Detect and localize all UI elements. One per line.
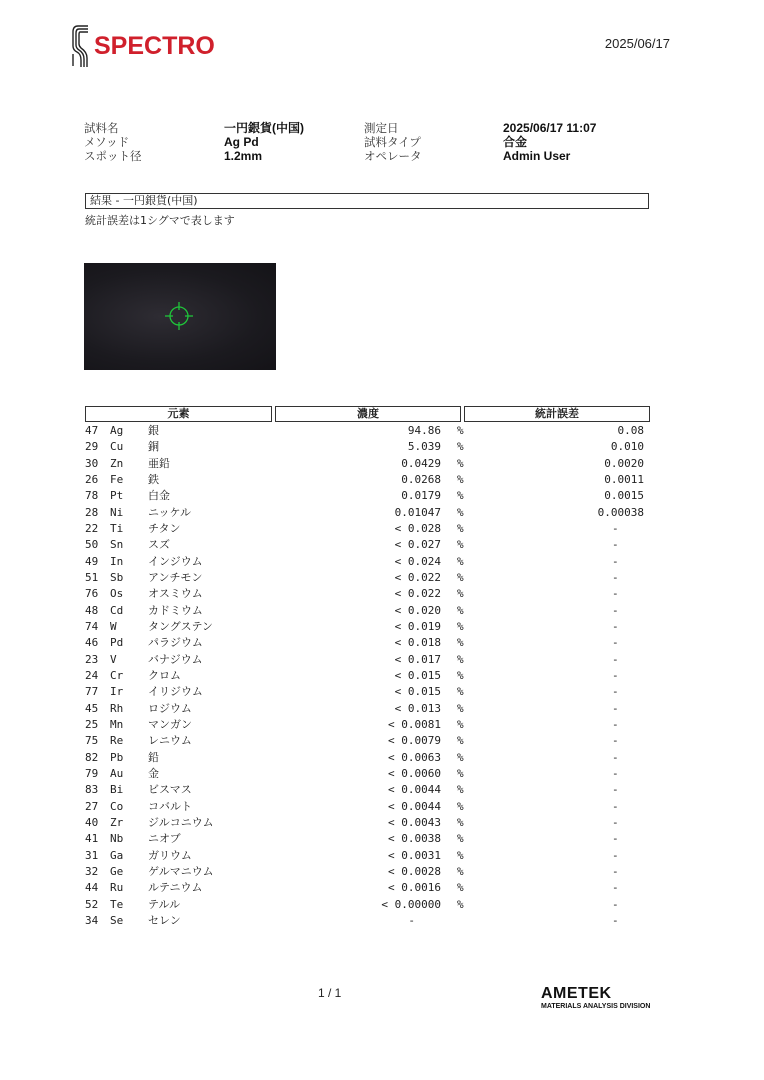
concentration: < 0.0079 [388, 734, 441, 748]
statistical-error: - [612, 636, 619, 650]
unit: % [457, 815, 464, 829]
concentration: < 0.024 [394, 554, 441, 568]
statistical-error: - [612, 717, 619, 731]
atomic-number: 48 [85, 603, 99, 617]
element-name: スズ [148, 538, 170, 552]
table-row [85, 717, 655, 733]
unit: % [457, 424, 464, 437]
statistical-error: 0.0011 [604, 472, 644, 486]
table-row [85, 505, 655, 521]
element-name: ルテニウム [148, 881, 203, 895]
element-name: レニウム [148, 734, 192, 748]
sample-name-label: 試料名 [84, 121, 119, 135]
element-symbol: Ti [110, 521, 124, 535]
table-row [85, 684, 655, 700]
table-row [85, 750, 655, 766]
statistical-error: 0.0020 [604, 456, 644, 470]
atomic-number: 23 [85, 652, 99, 666]
statistical-error: - [612, 799, 619, 813]
table-row [85, 864, 655, 880]
element-symbol: Zn [110, 456, 124, 470]
statistical-error: - [612, 832, 619, 846]
concentration: < 0.013 [394, 701, 441, 715]
concentration: < 0.015 [394, 685, 441, 699]
element-symbol: Ir [110, 685, 124, 699]
element-symbol: Bi [110, 783, 124, 797]
statistical-error: - [612, 897, 619, 911]
sigma-note: 統計誤差は1シグマで表します [85, 214, 235, 227]
table-row [85, 782, 655, 798]
unit: % [457, 619, 464, 633]
table-row [85, 766, 655, 782]
element-name: ジルコニウム [148, 815, 214, 829]
element-symbol: Nb [110, 832, 124, 846]
atomic-number: 49 [85, 554, 99, 568]
statistical-error: - [612, 538, 619, 552]
statistical-error: - [612, 766, 619, 780]
unit: % [457, 848, 464, 862]
element-symbol: Ru [110, 881, 124, 895]
concentration: < 0.0016 [388, 881, 441, 895]
unit: % [457, 668, 464, 682]
element-name: ガリウム [148, 848, 192, 862]
measured-date: 2025/06/17 11:07 [503, 121, 597, 135]
element-name: バナジウム [148, 652, 203, 666]
element-symbol: Sn [110, 538, 124, 552]
unit: % [457, 456, 464, 470]
element-name: イリジウム [148, 685, 203, 699]
statistical-error: - [612, 815, 619, 829]
unit: % [457, 505, 464, 519]
concentration: 0.0429 [401, 456, 441, 470]
meta-labels-right [364, 121, 422, 163]
ametek-brand: AMETEK [541, 985, 612, 1002]
element-symbol: V [110, 652, 117, 666]
unit: % [457, 832, 464, 846]
element-symbol: W [110, 619, 117, 633]
table-row [85, 537, 655, 553]
unit: % [457, 603, 464, 617]
atomic-number: 22 [85, 521, 99, 535]
method-label: メソッド [84, 135, 130, 149]
element-name: 鉛 [148, 750, 159, 764]
element-name: タングステン [148, 619, 213, 633]
atomic-number: 30 [85, 456, 99, 470]
table-row [85, 880, 655, 896]
unit: % [457, 717, 464, 731]
element-name: オスミウム [148, 587, 203, 601]
statistical-error: 0.00038 [597, 505, 644, 519]
unit: % [457, 734, 464, 748]
atomic-number: 50 [85, 538, 99, 552]
atomic-number: 24 [85, 668, 99, 682]
element-symbol: Re [110, 734, 124, 748]
spot-size: 1.2mm [224, 149, 263, 163]
element-symbol: Rh [110, 701, 124, 715]
table-row [85, 701, 655, 717]
concentration: < 0.0044 [388, 783, 441, 797]
concentration: 5.039 [407, 440, 441, 454]
crosshair-icon [84, 263, 276, 370]
statistical-error: 0.0015 [604, 489, 644, 503]
operator: Admin User [503, 149, 571, 163]
concentration: < 0.015 [394, 668, 441, 682]
statistical-error: - [612, 701, 619, 715]
element-symbol: Ni [110, 505, 124, 519]
table-row [85, 668, 655, 684]
statistical-error: - [612, 570, 619, 584]
atomic-number: 45 [85, 701, 99, 715]
element-name: チタン [148, 521, 181, 535]
ametek-logo [541, 985, 650, 1010]
table-row [85, 619, 655, 635]
unit: % [457, 570, 464, 584]
atomic-number: 47 [85, 424, 99, 437]
statistical-error: 0.08 [617, 424, 644, 437]
element-name: ニオブ [148, 832, 181, 846]
element-name: ビスマス [148, 783, 192, 797]
element-name: パラジウム [148, 636, 203, 650]
unit: % [457, 652, 464, 666]
table-row [85, 603, 655, 619]
atomic-number: 51 [85, 570, 99, 584]
atomic-number: 78 [85, 489, 99, 503]
statistical-error: - [612, 587, 619, 601]
unit: % [457, 701, 464, 715]
sample-name: 一円銀貨(中国) [224, 121, 304, 135]
print-date: 2025/06/17 [604, 36, 670, 51]
element-symbol: Cr [110, 668, 124, 682]
element-name: クロム [148, 668, 181, 682]
element-symbol: Pb [110, 750, 124, 764]
element-symbol: Se [110, 913, 124, 927]
unit: % [457, 783, 464, 797]
element-name: 亜鉛 [148, 456, 170, 470]
concentration: - [408, 913, 415, 927]
table-row [85, 554, 655, 570]
concentration: < 0.022 [394, 570, 441, 584]
element-symbol: Cu [110, 440, 124, 454]
statistical-error: 0.010 [610, 440, 644, 454]
header-error: 統計誤差 [464, 406, 650, 422]
sample-type: 合金 [503, 135, 528, 149]
element-name: セレン [148, 913, 181, 927]
atomic-number: 31 [85, 848, 99, 862]
sample-image [84, 263, 276, 370]
element-name: 金 [148, 766, 159, 780]
atomic-number: 25 [85, 717, 99, 731]
element-symbol: In [110, 554, 124, 568]
table-row [85, 913, 655, 929]
element-name: 銅 [148, 440, 159, 454]
concentration: < 0.018 [394, 636, 441, 650]
element-name: コバルト [148, 799, 192, 813]
atomic-number: 44 [85, 881, 99, 895]
table-row [85, 472, 655, 488]
atomic-number: 41 [85, 832, 99, 846]
concentration: < 0.0081 [388, 717, 441, 731]
meta-labels-left [84, 121, 142, 163]
element-symbol: Os [110, 587, 124, 601]
page-number: 1 / 1 [318, 986, 342, 1000]
measured-label: 測定日 [364, 121, 399, 135]
atomic-number: 27 [85, 799, 99, 813]
concentration: < 0.00000 [381, 897, 441, 911]
atomic-number: 82 [85, 750, 99, 764]
method: Ag Pd [224, 135, 259, 149]
meta-values-left [224, 121, 304, 163]
results-table [85, 423, 655, 929]
statistical-error: - [612, 652, 619, 666]
unit: % [457, 472, 464, 486]
concentration: < 0.020 [394, 603, 441, 617]
element-symbol: Au [110, 766, 124, 780]
concentration: < 0.028 [394, 521, 441, 535]
statistical-error: - [612, 619, 619, 633]
element-symbol: Pd [110, 636, 124, 650]
unit: % [457, 440, 464, 454]
atomic-number: 74 [85, 619, 99, 633]
unit: % [457, 636, 464, 650]
element-symbol: Zr [110, 815, 124, 829]
atomic-number: 29 [85, 440, 99, 454]
concentration: < 0.022 [394, 587, 441, 601]
logo-text: SPECTRO [94, 31, 215, 60]
atomic-number: 83 [85, 783, 99, 797]
element-symbol: Mn [110, 717, 124, 731]
table-row [85, 586, 655, 602]
atomic-number: 32 [85, 864, 99, 878]
table-row [85, 897, 655, 913]
spectro-logo-mark-icon [70, 24, 92, 68]
atomic-number: 28 [85, 505, 99, 519]
element-name: インジウム [148, 554, 203, 568]
unit: % [457, 766, 464, 780]
statistical-error: - [612, 521, 619, 535]
concentration: < 0.0043 [388, 815, 441, 829]
table-row [85, 423, 655, 439]
table-row [85, 848, 655, 864]
element-name: ロジウム [148, 701, 192, 715]
concentration: < 0.0044 [388, 799, 441, 813]
operator-label: オペレータ [364, 149, 422, 163]
table-row [85, 815, 655, 831]
statistical-error: - [612, 881, 619, 895]
element-name: カドミウム [148, 603, 203, 617]
concentration: 94.86 [407, 424, 441, 437]
table-row [85, 831, 655, 847]
spectro-logo [70, 24, 215, 68]
concentration: < 0.0060 [388, 766, 441, 780]
element-name: 銀 [148, 424, 159, 437]
spot-label: スポット径 [84, 149, 142, 163]
table-row [85, 439, 655, 455]
table-row [85, 733, 655, 749]
concentration: 0.0179 [401, 489, 441, 503]
concentration: < 0.0063 [388, 750, 441, 764]
atomic-number: 34 [85, 913, 99, 927]
atomic-number: 52 [85, 897, 99, 911]
element-symbol: Fe [110, 472, 124, 486]
unit: % [457, 685, 464, 699]
statistical-error: - [612, 734, 619, 748]
element-symbol: Ge [110, 864, 124, 878]
meta-values-right [503, 121, 596, 163]
element-name: ニッケル [148, 505, 192, 519]
table-row [85, 521, 655, 537]
atomic-number: 26 [85, 472, 99, 486]
table-row [85, 799, 655, 815]
element-name: ゲルマニウム [148, 864, 214, 878]
atomic-number: 75 [85, 734, 99, 748]
element-symbol: Te [110, 897, 124, 911]
table-row [85, 570, 655, 586]
element-symbol: Ag [110, 424, 124, 437]
concentration: < 0.017 [394, 652, 441, 666]
ametek-division: MATERIALS ANALYSIS DIVISION [541, 1003, 651, 1010]
table-row [85, 488, 655, 504]
element-symbol: Co [110, 799, 124, 813]
header-element: 元素 [85, 406, 272, 422]
element-name: アンチモン [148, 570, 203, 584]
unit: % [457, 750, 464, 764]
statistical-error: - [612, 848, 619, 862]
header-concentration: 濃度 [275, 406, 461, 422]
concentration: < 0.0031 [388, 848, 441, 862]
concentration: 0.01047 [394, 505, 441, 519]
unit: % [457, 521, 464, 535]
statistical-error: - [612, 668, 619, 682]
concentration: < 0.027 [394, 538, 441, 552]
statistical-error: - [612, 864, 619, 878]
element-symbol: Ga [110, 848, 124, 862]
unit: % [457, 587, 464, 601]
type-label: 試料タイプ [364, 135, 421, 149]
concentration: < 0.0038 [388, 832, 441, 846]
result-title: 結果 - 一円銀貨(中国) [85, 193, 649, 209]
atomic-number: 77 [85, 685, 99, 699]
element-symbol: Sb [110, 570, 124, 584]
element-name: 鉄 [148, 472, 159, 486]
concentration: < 0.0028 [388, 864, 441, 878]
statistical-error: - [612, 685, 619, 699]
atomic-number: 79 [85, 766, 99, 780]
element-name: マンガン [148, 717, 192, 731]
unit: % [457, 554, 464, 568]
element-symbol: Cd [110, 603, 124, 617]
statistical-error: - [612, 783, 619, 797]
concentration: < 0.019 [394, 619, 441, 633]
element-name: テルル [148, 897, 181, 911]
unit: % [457, 897, 464, 911]
table-row [85, 635, 655, 651]
unit: % [457, 799, 464, 813]
statistical-error: - [612, 554, 619, 568]
unit: % [457, 538, 464, 552]
table-row [85, 652, 655, 668]
atomic-number: 46 [85, 636, 99, 650]
statistical-error: - [612, 603, 619, 617]
unit: % [457, 864, 464, 878]
statistical-error: - [612, 750, 619, 764]
unit: % [457, 881, 464, 895]
atomic-number: 76 [85, 587, 99, 601]
element-name: 白金 [148, 489, 170, 503]
table-row [85, 456, 655, 472]
statistical-error: - [612, 913, 619, 927]
concentration: 0.0268 [401, 472, 441, 486]
atomic-number: 40 [85, 815, 99, 829]
unit: % [457, 489, 464, 503]
element-symbol: Pt [110, 489, 124, 503]
